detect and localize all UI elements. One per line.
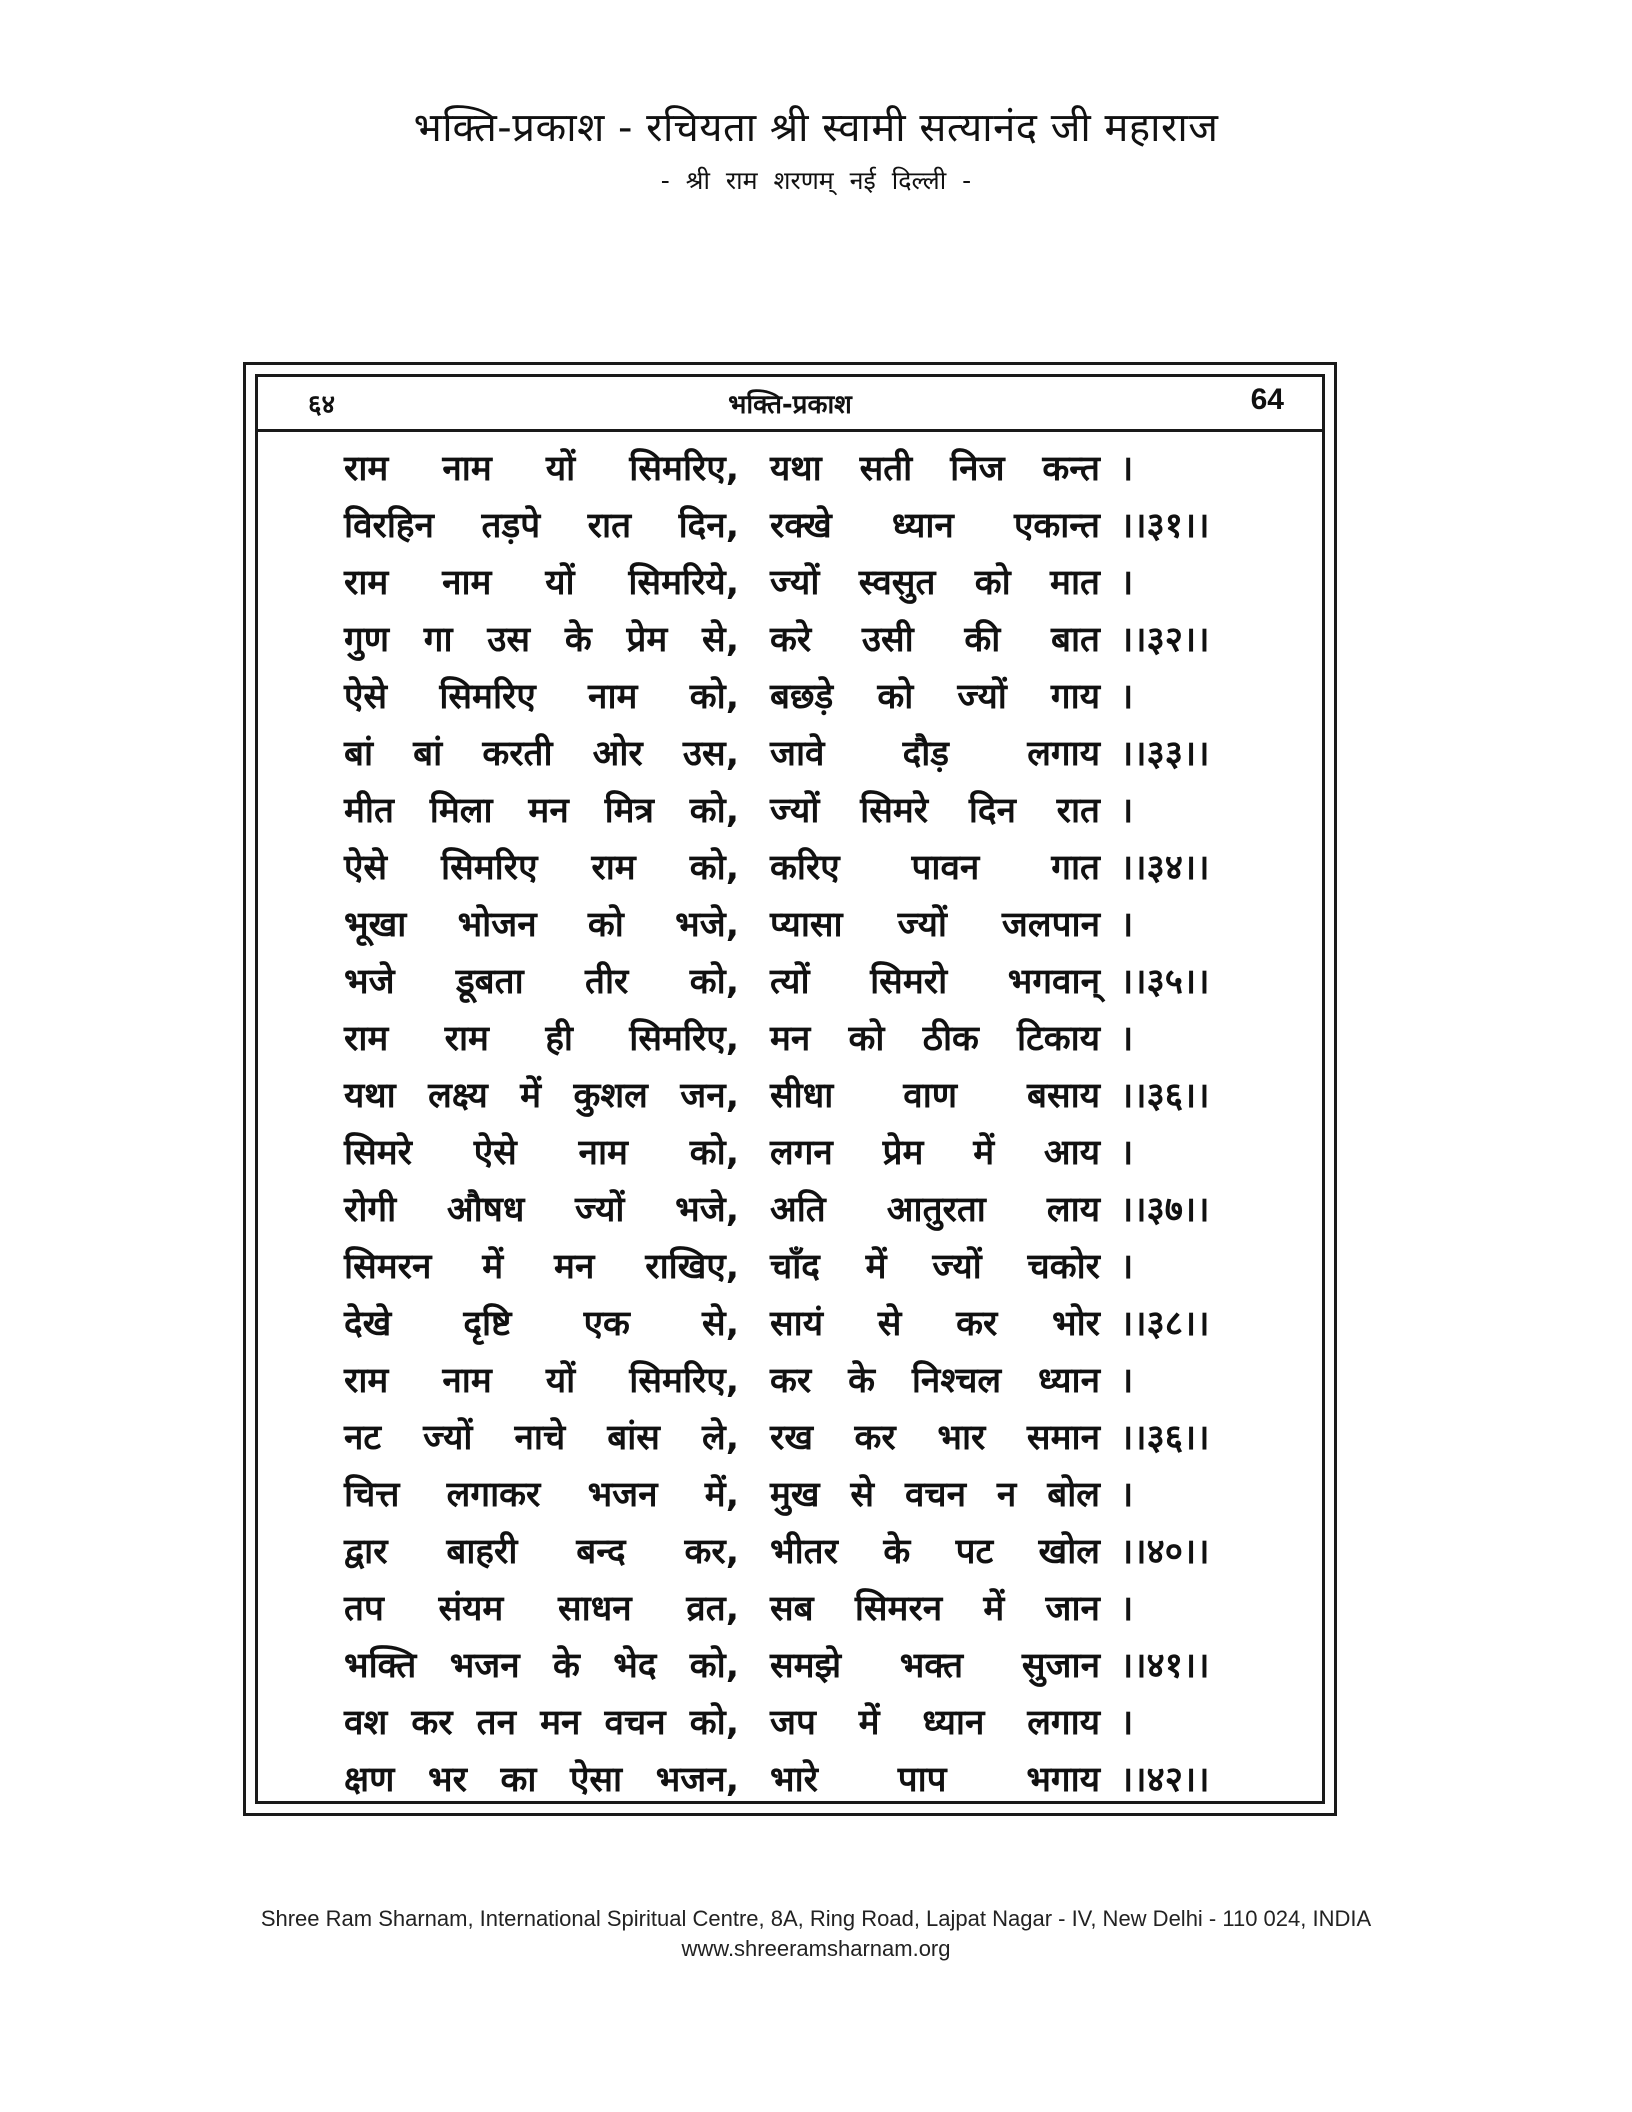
verse-second-half: भीतर के पट खोल [770,1532,1100,1572]
verse-number-mark: । [1120,563,1134,603]
verse-first-half: तप संयम साधन व्रत, [344,1589,739,1629]
verse-second-half: ज्यों सिमरे दिन रात [770,791,1100,831]
verse-number-mark: ।।३८।। [1120,1304,1210,1344]
verse-line [258,1353,1322,1410]
verse-number-mark: । [1120,449,1134,489]
verse-first-half: ऐसे सिमरिए राम को, [344,848,739,888]
verse-list [258,441,1322,1809]
verse-second-half: अति आतुरता लाय [770,1190,1100,1230]
verse-number-mark: ।।३५।। [1120,962,1210,1002]
verse-first-half: नट ज्यों नाचे बांस ले, [344,1418,739,1458]
verse-number-mark: । [1120,791,1134,831]
book-page-number-devanagari: ६४ [308,390,336,420]
verse-line [258,1752,1322,1809]
verse-number-mark: । [1120,1703,1134,1743]
verse-line [258,783,1322,840]
verse-first-half: चित्त लगाकर भजन में, [344,1475,739,1515]
verse-first-half: देखे दृष्टि एक से, [344,1304,739,1344]
verse-line [258,612,1322,669]
verse-number-mark: ।।३७।। [1120,1190,1210,1230]
verse-second-half: सब सिमरन में जान [770,1589,1100,1629]
verse-line [258,1296,1322,1353]
verse-second-half: समझे भक्त सुजान [770,1646,1100,1686]
footer-address: Shree Ram Sharnam, International Spiritual Centre, 8A, Ring Road, Lajpat Nagar - IV, New Delhi - 110 024, INDIA [260,1906,1372,1931]
verse-second-half: मुख से वचन न बोल [770,1475,1100,1515]
verse-second-half: जप में ध्यान लगाय [770,1703,1100,1743]
verse-number-mark: ।।४१।। [1120,1646,1210,1686]
page-footer [0,1904,1632,1964]
verse-second-half: सायं से कर भोर [770,1304,1100,1344]
verse-number-mark: । [1120,677,1134,717]
verse-second-half: रख कर भार समान [770,1418,1100,1458]
verse-first-half: भूखा भोजन को भजे, [344,905,739,945]
verse-first-half: राम नाम यों सिमरिए, [344,1361,739,1401]
verse-second-half: बछड़े को ज्यों गाय [770,677,1100,717]
verse-line [258,669,1322,726]
verse-line [258,1638,1322,1695]
verse-first-half: यथा लक्ष्य में कुशल जन, [344,1076,739,1116]
verse-line [258,555,1322,612]
verse-number-mark: ।।३१।। [1120,506,1210,546]
verse-first-half: द्वार बाहरी बन्द कर, [344,1532,739,1572]
verse-second-half: करे उसी की बात [770,620,1100,660]
verse-second-half: कर के निश्चल ध्यान [770,1361,1100,1401]
verse-second-half: सीधा वाण बसाय [770,1076,1100,1116]
verse-line [258,1068,1322,1125]
verse-first-half: राम नाम यों सिमरिए, [344,449,739,489]
verse-number-mark: ।।३३।। [1120,734,1210,774]
verse-number-mark: ।।३२।। [1120,620,1210,660]
verse-first-half: ऐसे सिमरिए नाम को, [344,677,739,717]
verse-second-half: त्यों सिमरो भगवान् [770,962,1100,1002]
verse-first-half: मीत मिला मन मित्र को, [344,791,739,831]
verse-number-mark: ।।३४।। [1120,848,1210,888]
verse-line [258,441,1322,498]
verse-line [258,840,1322,897]
verse-first-half: सिमरन में मन राखिए, [344,1247,739,1287]
verse-line [258,1125,1322,1182]
verse-line [258,1182,1322,1239]
verse-number-mark: । [1120,1475,1134,1515]
book-running-title: भक्ति-प्रकाश [728,390,852,420]
verse-first-half: गुण गा उस के प्रेम से, [344,620,739,660]
verse-number-mark: । [1120,1247,1134,1287]
verse-first-half: बां बां करती ओर उस, [344,734,739,774]
book-page-number: 64 [1250,383,1284,416]
verse-line [258,1581,1322,1638]
verse-line [258,1524,1322,1581]
verse-number-mark: । [1120,1133,1134,1173]
verse-line [258,1410,1322,1467]
verse-second-half: मन को ठीक टिकाय [770,1019,1100,1059]
verse-number-mark: । [1120,1019,1134,1059]
verse-second-half: रक्खे ध्यान एकान्त [770,506,1100,546]
verse-first-half: राम राम ही सिमरिए, [344,1019,739,1059]
verse-first-half: वश कर तन मन वचन को, [344,1703,739,1743]
verse-number-mark: ।।३६।। [1120,1418,1210,1458]
verse-second-half: यथा सती निज कन्त [770,449,1100,489]
page-title: भक्ति-प्रकाश - रचियता श्री स्वामी सत्यानंद जी महाराज [413,105,1219,151]
footer-website: www.shreeramsharnam.org [681,1936,951,1961]
page-subtitle: - श्री राम शरणम् नई दिल्ली - [660,166,972,195]
verse-line [258,1011,1322,1068]
verse-line [258,954,1322,1011]
verse-number-mark: । [1120,1589,1134,1629]
verse-number-mark: । [1120,905,1134,945]
verse-line [258,1695,1322,1752]
verse-first-half: सिमरे ऐसे नाम को, [344,1133,739,1173]
verse-first-half: भजे डूबता तीर को, [344,962,739,1002]
verse-number-mark: ।।४०।। [1120,1532,1210,1572]
verse-first-half: राम नाम यों सिमरिये, [344,563,739,603]
verse-first-half: रोगी औषध ज्यों भजे, [344,1190,739,1230]
verse-second-half: लगन प्रेम में आय [770,1133,1100,1173]
verse-first-half: विरहिन तड़पे रात दिन, [344,506,739,546]
verse-second-half: करिए पावन गात [770,848,1100,888]
verse-number-mark: । [1120,1361,1134,1401]
verse-first-half: क्षण भर का ऐसा भजन, [344,1760,739,1800]
verse-line [258,726,1322,783]
verse-first-half: भक्ति भजन के भेद को, [344,1646,739,1686]
verse-line [258,1467,1322,1524]
book-page-inner-frame [255,374,1325,1804]
verse-second-half: ज्यों स्वसुत को मात [770,563,1100,603]
verse-second-half: जावे दौड़ लगाय [770,734,1100,774]
book-running-header [258,377,1322,432]
book-page-frame [243,362,1337,1816]
verse-line [258,498,1322,555]
page-header [0,100,1632,202]
verse-number-mark: ।।३६।। [1120,1076,1210,1116]
verse-line [258,1239,1322,1296]
verse-second-half: भारे पाप भगाय [770,1760,1100,1800]
verse-number-mark: ।।४२।। [1120,1760,1210,1800]
verse-line [258,897,1322,954]
verse-second-half: चाँद में ज्यों चकोर [770,1247,1100,1287]
verse-second-half: प्यासा ज्यों जलपान [770,905,1100,945]
